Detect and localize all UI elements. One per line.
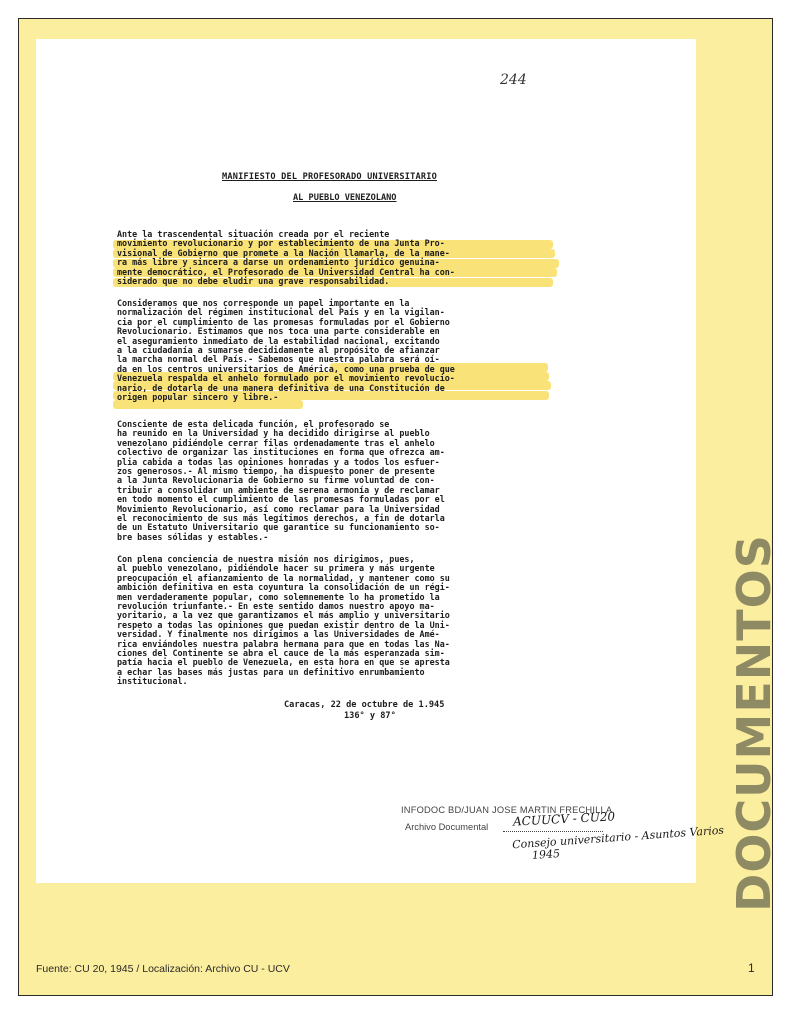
- paragraph-1: Ante la trascendental situación creada por el reciente movimiento revolucionario y por establecimiento de una Junta Pro- visional de Gobierno que promete a la Nación llamarla, de la mane- ra más libre y sincera a darse un ordenamiento jurídico genuina- mente democrático, el Profesorado de la Universidad Central ha con- siderado que no debe eludir una grave responsabilidad.: [117, 229, 455, 287]
- paragraph-3: Consciente de esta delicada función, el profesorado se ha reunido en la Universidad y ha decidido dirigirse al pueblo venezolano pidiéndole cerrar filas ordenadamente tras el anhelo colectivo de organizar las instituciones en forma que ofrezca am- plia cabida a todas las opiniones honradas y a todos los esfuer- zos generosos.- Al mismo tiempo, ha dispuesto poner de presente a la Junta Revolucionaria de Gobierno su firme voluntad de con- tribuir a consolidar un ambiente de serena armonía y de reclamar en todo momento el cumplimiento de las promesas formuladas por el Movimiento Revolucionario, así como reclamar para la Universidad el reconocimiento de sus más legítimos derechos, a fin de dotarla de un Estatuto Universitario que garantice su funcionamiento so- bre bases sólidas y estables.-: [117, 419, 445, 542]
- handwritten-archive-note: Consejo universitario - Asuntos Varios: [511, 823, 725, 852]
- paragraph-4: Con plena conciencia de nuestra misión nos dirigimos, pues, al pueblo venezolano, pidiéndole hacer su primera y más urgente preocupación el afianzamiento de la normalidad, y mantener como su ambición definitiva en esta coyuntura la consolidación de un régi- men verdaderamente popular, como solemnemente lo ha prometido la revolución triunfante.- En este sentido damos nuestro apoyo ma- yoritario, a la vez que garantizamos el más amplio y universitario respeto a todas las opiniones que puedan existir dentro de la Uni- versidad. Y finalmente nos dirigimos a las Universidades de Amé- rica enviándoles nuestra palabra hermana para que en todas las Na- ciones del Continente se abra el cauce de la más esperanzada sim- patía hacia el pueblo de Venezuela, en esta hora en que se apresta a echar las bases más justas para un definitivo enrumbamiento institucional.: [117, 554, 450, 687]
- footer-source: Fuente: CU 20, 1945 / Localización: Archivo CU - UCV: [36, 963, 290, 975]
- paragraph-2: Consideramos que nos corresponde un papel importante en la normalización del régimen institucional del País y en la vigilan- cia por el cumplimiento de las promesas formuladas por el Gobierno Revolucionario. Estimamos que nos toca una parte considerable en el aseguramiento inmediato de la estabilidad nacional, excitando a la ciudadanía a sumarse decididamente al propósito de afianzar la marcha normal del País.- Sabemos que nuestra palabra será oí- da en los centros universitarios de América, como una prueba de que Venezuela respalda el anhelo formulado por el movimiento revolucio- nario, de dotarla de una manera definitiva de una Constitución de origen popular sincero y libre.-: [117, 298, 455, 403]
- stamp-dotted-line: [503, 831, 603, 832]
- independence-federation-years: 136° y 87°: [344, 711, 396, 721]
- handwritten-archive-code: ACUUCV - CU20: [512, 809, 616, 829]
- handwritten-archive-year: 1945: [531, 847, 561, 862]
- section-side-label: DOCUMENTOS: [727, 534, 781, 912]
- document-subtitle: AL PUEBLO VENEZOLANO: [293, 193, 397, 203]
- handwritten-page-mark: 244: [500, 72, 527, 88]
- document-title: MANIFIESTO DEL PROFESORADO UNIVERSITARIO: [222, 172, 437, 182]
- archive-stamp-line: INFODOC BD/JUAN JOSE MARTIN FRECHILLA: [401, 805, 613, 815]
- place-date: Caracas, 22 de octubre de 1.945: [284, 700, 445, 710]
- archive-stamp-label: Archivo Documental: [405, 822, 489, 832]
- page-number: 1: [748, 961, 755, 975]
